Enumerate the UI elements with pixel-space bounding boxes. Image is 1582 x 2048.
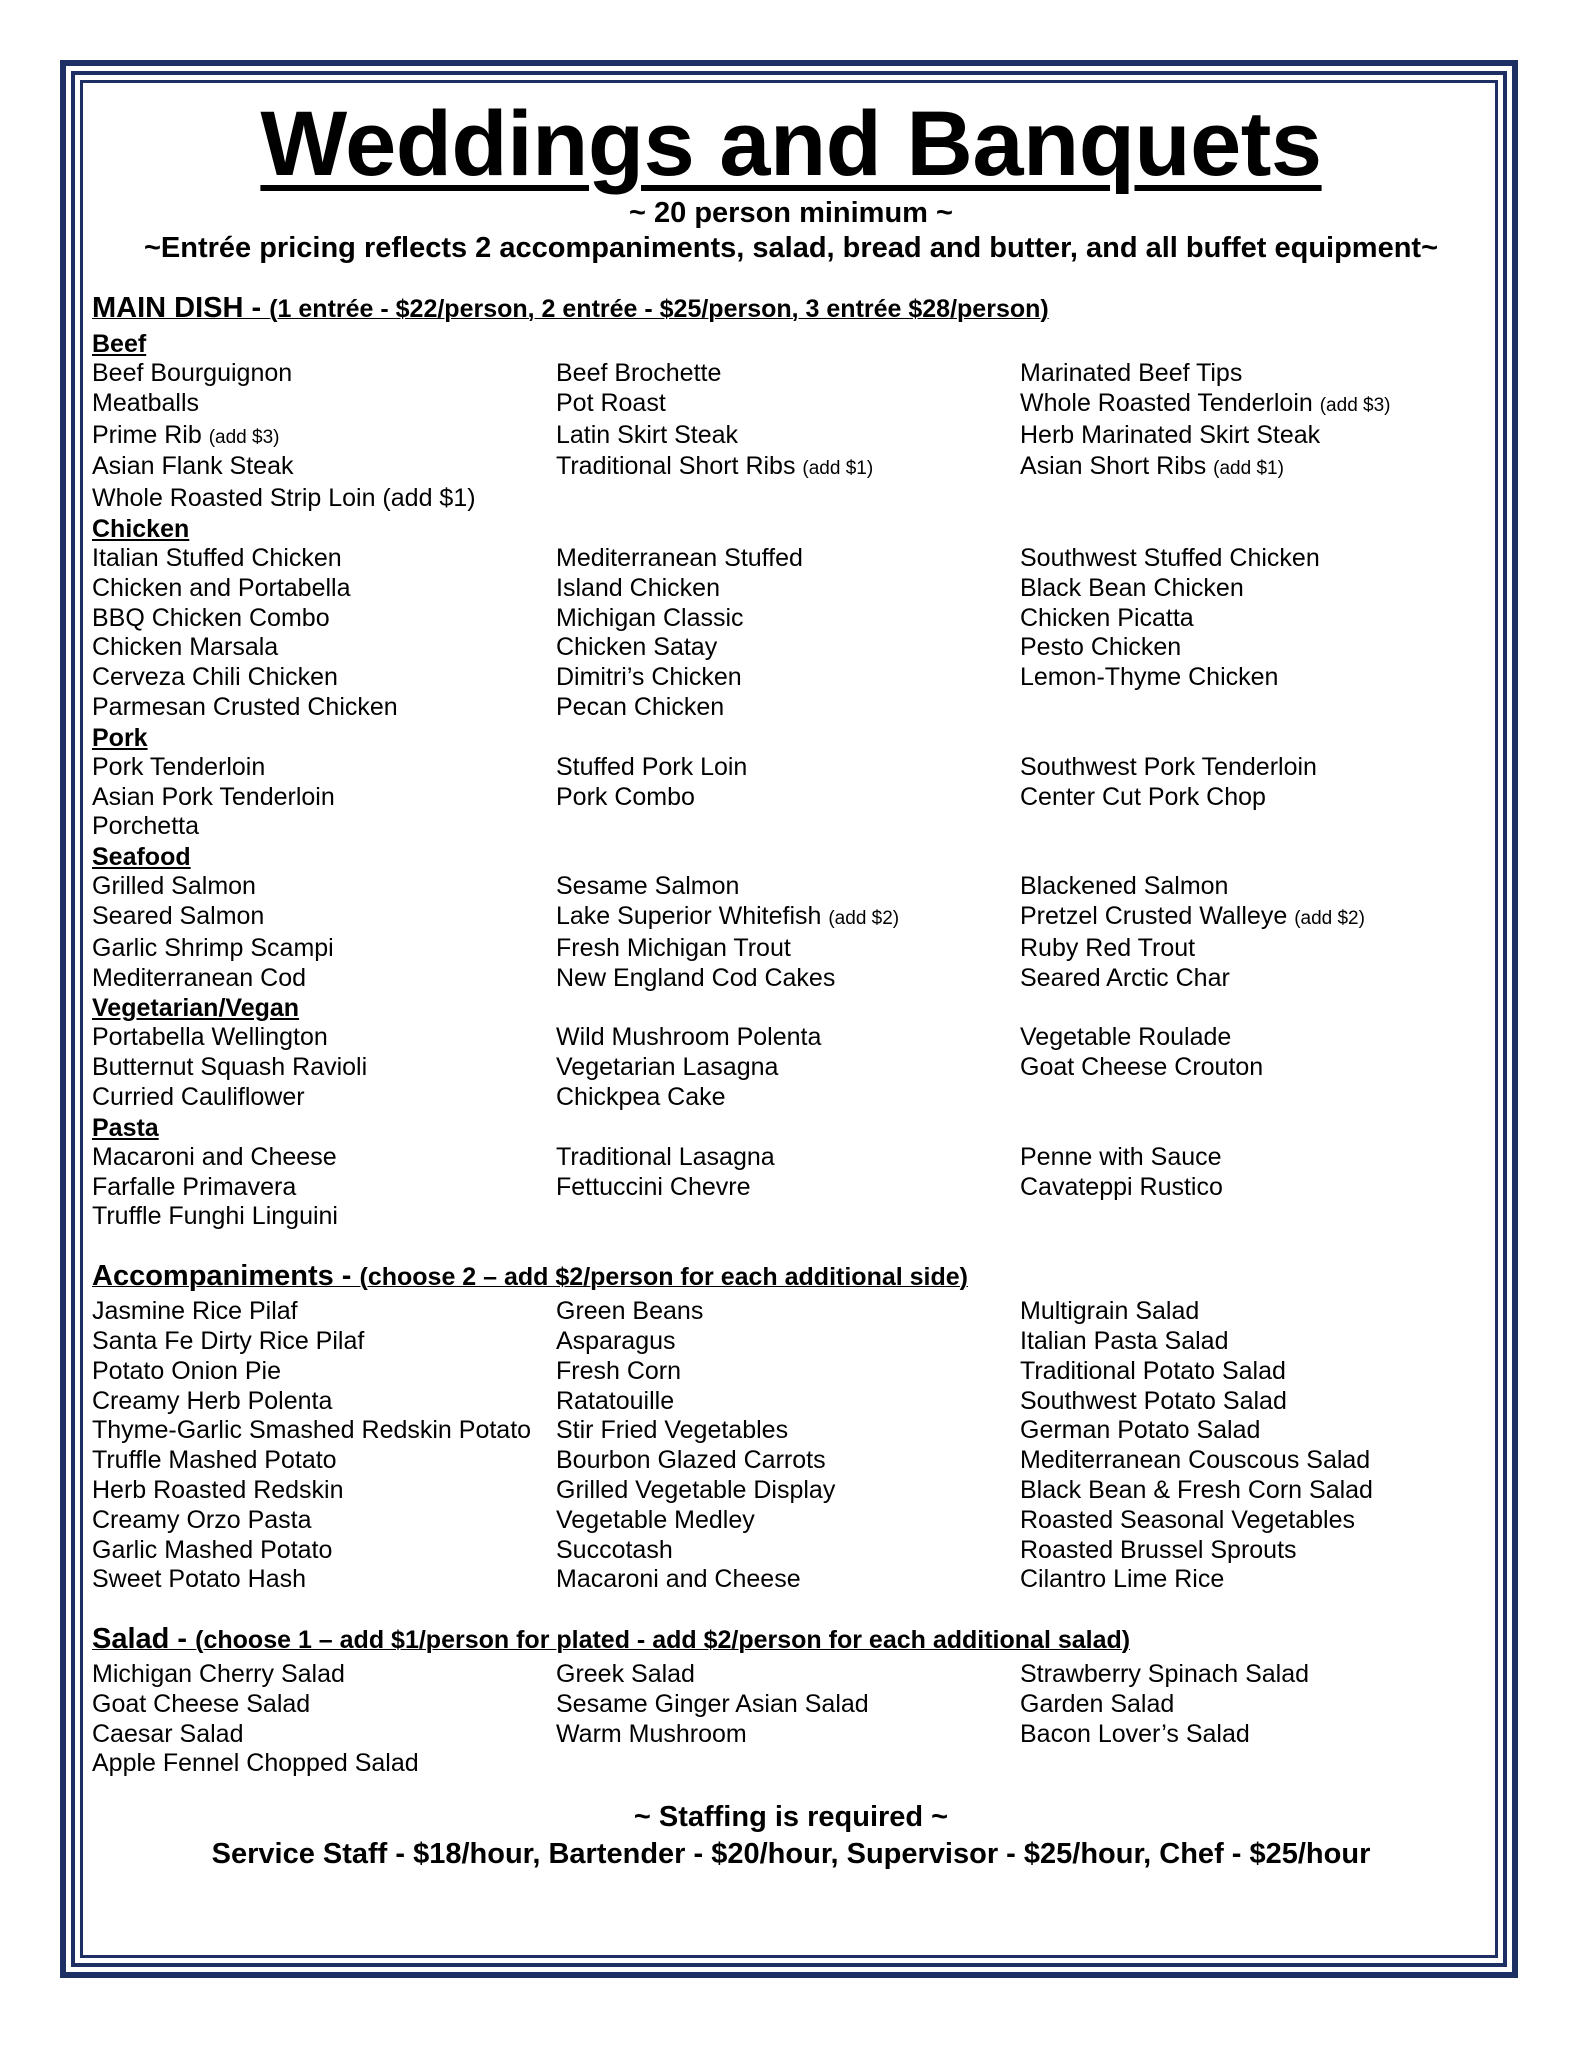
menu-item (556, 1083, 1020, 1113)
menu-item-name: Creamy Herb Polenta (92, 1386, 333, 1415)
menu-item-name: Garlic Mashed Potato (92, 1535, 333, 1564)
menu-item (92, 663, 556, 693)
menu-item-name: Beef Bourguignon (92, 359, 293, 387)
menu-item (92, 1143, 556, 1173)
accompaniments-title: Accompaniments - (92, 1260, 360, 1293)
menu-item (1020, 663, 1490, 693)
menu-item-name: Island Chicken (556, 573, 720, 602)
menu-item-name: Asian Pork Tenderloin (92, 782, 335, 811)
menu-item-name: Butternut Squash Ravioli (92, 1053, 368, 1082)
menu-item (92, 421, 556, 453)
menu-item (556, 544, 1020, 574)
menu-item-name: Michigan Classic (556, 603, 744, 632)
page-title: Weddings and Banquets (260, 93, 1322, 195)
menu-item (1020, 1506, 1490, 1536)
menu-item (556, 1565, 1020, 1595)
accompaniments-heading (92, 1260, 1490, 1297)
menu-item (92, 1536, 556, 1566)
empty-cell (1020, 693, 1490, 723)
menu-item-name: Traditional Lasagna (556, 1142, 775, 1171)
menu-item (1020, 1387, 1490, 1417)
accompaniments-list (92, 1297, 1490, 1595)
menu-item-name: Stuffed Pork Loin (556, 752, 748, 781)
menu-item (1020, 964, 1490, 994)
menu-item (556, 693, 1020, 723)
menu-item (556, 1506, 1020, 1536)
menu-item (556, 1023, 1020, 1053)
menu-item (1020, 1357, 1490, 1387)
menu-item-name: Fresh Michigan Trout (556, 933, 791, 962)
category-items (92, 1143, 1490, 1232)
empty-cell (556, 1202, 1020, 1232)
menu-item-name: Succotash (556, 1535, 673, 1564)
menu-item-name: Asian Short Ribs (1020, 452, 1207, 481)
category-heading-chicken: Chicken (92, 514, 190, 543)
menu-item-name: Whole Roasted Strip Loin (add $1) (92, 484, 476, 513)
menu-item (556, 934, 1020, 964)
empty-cell (1020, 812, 1490, 842)
menu-item-name: Pork Tenderloin (92, 752, 266, 781)
empty-cell (1020, 1749, 1490, 1779)
menu-item (1020, 1173, 1490, 1203)
menu-item-name: Chicken Satay (556, 633, 718, 662)
menu-item (556, 359, 1020, 389)
menu-item-name: Bacon Lover’s Salad (1020, 1719, 1250, 1748)
menu-item (1020, 1327, 1490, 1357)
category-items (92, 359, 1490, 514)
menu-item (92, 783, 556, 813)
menu-item-name: Green Beans (556, 1297, 704, 1326)
menu-item-name: Roasted Seasonal Vegetables (1020, 1505, 1355, 1534)
menu-item (1020, 359, 1490, 389)
menu-item (556, 1143, 1020, 1173)
accompaniments-detail: (choose 2 – add $2/person for each additional side) (359, 1263, 968, 1292)
category-items (92, 872, 1490, 993)
empty-cell (556, 1749, 1020, 1779)
menu-item-name: Cerveza Chili Chicken (92, 663, 338, 692)
menu-item (556, 1536, 1020, 1566)
menu-item (556, 902, 1020, 934)
menu-item-name: Multigrain Salad (1020, 1297, 1200, 1326)
menu-item (1020, 389, 1490, 421)
menu-item-name: Farfalle Primavera (92, 1172, 297, 1201)
menu-item-name: Garlic Shrimp Scampi (92, 933, 334, 962)
main-dish-title: MAIN DISH - (92, 292, 270, 324)
menu-item (92, 544, 556, 574)
menu-item-name: Center Cut Pork Chop (1020, 782, 1266, 811)
menu-item-name: Black Bean & Fresh Corn Salad (1020, 1475, 1373, 1504)
menu-item (92, 1327, 556, 1357)
menu-item-name: Latin Skirt Steak (556, 420, 739, 449)
menu-item (556, 452, 1020, 484)
menu-item (556, 633, 1020, 663)
menu-item-name: Southwest Stuffed Chicken (1020, 543, 1320, 572)
menu-item (1020, 783, 1490, 813)
salad-title: Salad - (92, 1623, 196, 1656)
menu-item-name: Goat Cheese Salad (92, 1689, 311, 1718)
menu-item-name: Whole Roasted Tenderloin (1020, 388, 1313, 417)
menu-item-surcharge: (add $1) (802, 458, 874, 480)
menu-item-name: Thyme-Garlic Smashed Redskin Potato (92, 1416, 532, 1445)
menu-item (1020, 1446, 1490, 1476)
menu-item (92, 872, 556, 902)
menu-item-name: Grilled Vegetable Display (556, 1475, 836, 1504)
menu-item-name: Chicken Picatta (1020, 603, 1194, 632)
menu-item-name: Traditional Short Ribs (556, 452, 796, 481)
staffing-heading: ~ Staffing is required ~ (633, 1801, 949, 1834)
menu-item (556, 604, 1020, 634)
category-heading-pasta: Pasta (92, 1113, 159, 1142)
menu-item (1020, 1416, 1490, 1446)
menu-item (92, 574, 556, 604)
category-heading-beef: Beef (92, 330, 147, 358)
menu-item-name: Roasted Brussel Sprouts (1020, 1535, 1297, 1564)
menu-item-name: Marinated Beef Tips (1020, 359, 1243, 387)
menu-item-surcharge: (add $3) (1319, 394, 1391, 416)
category-items (92, 544, 1490, 723)
menu-item-name: Beef Brochette (556, 359, 722, 387)
main-dish-heading (92, 292, 1490, 329)
menu-item-name: Vegetarian Lasagna (556, 1053, 779, 1082)
menu-item-name: Pork Combo (556, 782, 695, 811)
menu-item (1020, 1476, 1490, 1506)
menu-item-name: Jasmine Rice Pilaf (92, 1297, 298, 1326)
menu-item-name: Pesto Chicken (1020, 633, 1182, 662)
menu-item-name: Macaroni and Cheese (556, 1565, 801, 1594)
menu-item (92, 1476, 556, 1506)
category-heading-pork: Pork (92, 723, 148, 752)
menu-item (92, 1053, 556, 1083)
menu-item-surcharge: (add $1) (1213, 458, 1284, 480)
menu-item-name: Sesame Ginger Asian Salad (556, 1689, 869, 1718)
menu-item (92, 964, 556, 994)
menu-item (556, 1173, 1020, 1203)
salad-heading (92, 1623, 1490, 1660)
menu-item (92, 1387, 556, 1417)
menu-item (92, 1202, 556, 1232)
menu-item (556, 1660, 1020, 1690)
menu-item (92, 1023, 556, 1053)
salad-detail: (choose 1 – add $1/person for plated - add $2/person for each additional salad) (195, 1626, 1131, 1655)
staffing-section (92, 1799, 1490, 1873)
menu-item-name: Asparagus (556, 1326, 676, 1355)
menu-item-name: Mediterranean Cod (92, 963, 307, 992)
menu-item-name: Italian Stuffed Chicken (92, 543, 342, 572)
menu-item-name: Black Bean Chicken (1020, 573, 1244, 602)
menu-item (556, 1476, 1020, 1506)
menu-item-name: Macaroni and Cheese (92, 1142, 337, 1171)
menu-item (1020, 1297, 1490, 1327)
menu-item (556, 1327, 1020, 1357)
menu-item (556, 783, 1020, 813)
menu-item-name: Cilantro Lime Rice (1020, 1565, 1225, 1594)
menu-item (92, 902, 556, 934)
staffing-rates: Service Staff - $18/hour, Bartender - $20/hour, Supervisor - $25/hour, Chef - $25/hour (211, 1838, 1371, 1871)
menu-item-name: Sweet Potato Hash (92, 1565, 307, 1594)
menu-item-name: Vegetable Medley (556, 1505, 755, 1534)
menu-item-name: Mediterranean Stuffed (556, 543, 803, 572)
menu-item (92, 1173, 556, 1203)
menu-item (556, 421, 1020, 453)
menu-item (556, 1387, 1020, 1417)
menu-item-name: Asian Flank Steak (92, 452, 294, 481)
menu-item (556, 1720, 1020, 1750)
menu-item (92, 1720, 556, 1750)
menu-item-name: Mediterranean Couscous Salad (1020, 1446, 1371, 1475)
menu-item-name: Chicken and Portabella (92, 573, 351, 602)
menu-item (92, 1083, 556, 1113)
category-items (92, 1023, 1490, 1112)
menu-item (92, 693, 556, 723)
menu-item (92, 1416, 556, 1446)
menu-item (92, 1690, 556, 1720)
menu-item (92, 1749, 556, 1779)
menu-item-name: Garden Salad (1020, 1689, 1175, 1718)
menu-item-name: Michigan Cherry Salad (92, 1660, 345, 1689)
menu-item-name: Chickpea Cake (556, 1082, 726, 1111)
category-heading-vegetarian-vegan: Vegetarian/Vegan (92, 994, 300, 1023)
menu-item-name: Potato Onion Pie (92, 1356, 282, 1385)
menu-item-surcharge: (add $2) (828, 907, 900, 929)
main-dish-pricing: (1 entrée - $22/person, 2 entrée - $25/person, 3 entrée $28/person) (269, 295, 1049, 323)
menu-item-name: Parmesan Crusted Chicken (92, 692, 398, 721)
menu-item (556, 872, 1020, 902)
menu-item-name: Ratatouille (556, 1386, 675, 1415)
menu-item (1020, 1720, 1490, 1750)
category-heading-seafood: Seafood (92, 843, 191, 872)
menu-item-name: Lemon-Thyme Chicken (1020, 663, 1279, 692)
menu-item (1020, 753, 1490, 783)
menu-item-name: Traditional Potato Salad (1020, 1356, 1286, 1385)
menu-item (1020, 452, 1490, 484)
empty-cell (1020, 484, 1490, 514)
menu-item (556, 389, 1020, 421)
menu-item-name: BBQ Chicken Combo (92, 603, 330, 632)
menu-item (1020, 421, 1490, 453)
menu-item-name: Seared Salmon (92, 901, 265, 930)
menu-item (1020, 1143, 1490, 1173)
menu-item-name: Truffle Funghi Linguini (92, 1202, 338, 1231)
menu-item (1020, 1565, 1490, 1595)
menu-item (1020, 872, 1490, 902)
menu-item-name: German Potato Salad (1020, 1416, 1261, 1445)
menu-item (92, 452, 556, 484)
menu-item-name: Apple Fennel Chopped Salad (92, 1749, 419, 1778)
menu-item (556, 1416, 1020, 1446)
menu-item-surcharge: (add $2) (1294, 907, 1365, 929)
menu-item-name: Chicken Marsala (92, 633, 279, 662)
menu-item-name: Curried Cauliflower (92, 1082, 305, 1111)
menu-item-name: Herb Roasted Redskin (92, 1475, 344, 1504)
menu-item (92, 1297, 556, 1327)
menu-item-name: Goat Cheese Crouton (1020, 1053, 1264, 1082)
menu-item (92, 812, 556, 842)
menu-item-name: Penne with Sauce (1020, 1142, 1222, 1171)
menu-item-name: Seared Arctic Char (1020, 963, 1230, 992)
empty-cell (556, 484, 1020, 514)
menu-item (1020, 633, 1490, 663)
menu-item (1020, 604, 1490, 634)
menu-item-name: Pretzel Crusted Walleye (1020, 901, 1288, 930)
menu-item (92, 934, 556, 964)
menu-item (1020, 1690, 1490, 1720)
menu-item-name: New England Cod Cakes (556, 963, 836, 992)
main-dish-categories (92, 329, 1490, 1232)
menu-item (92, 1357, 556, 1387)
menu-item (1020, 1053, 1490, 1083)
empty-cell (1020, 1202, 1490, 1232)
menu-item-name: Sesame Salmon (556, 872, 740, 901)
menu-item-name: Santa Fe Dirty Rice Pilaf (92, 1326, 365, 1355)
menu-item-name: Bourbon Glazed Carrots (556, 1446, 826, 1475)
menu-item (556, 1446, 1020, 1476)
menu-item (556, 1357, 1020, 1387)
menu-item (556, 663, 1020, 693)
menu-item (1020, 1660, 1490, 1690)
menu-item-name: Meatballs (92, 388, 199, 417)
menu-item (556, 574, 1020, 604)
menu-item-name: Fettuccini Chevre (556, 1172, 751, 1201)
menu-item (556, 1053, 1020, 1083)
menu-item-name: Southwest Pork Tenderloin (1020, 752, 1317, 781)
menu-item-name: Portabella Wellington (92, 1023, 328, 1052)
menu-item-name: Strawberry Spinach Salad (1020, 1660, 1310, 1689)
pricing-note: ~Entrée pricing reflects 2 accompaniments, salad, bread and butter, and all buffet equipment~ (143, 232, 1439, 264)
menu-item-name: Stir Fried Vegetables (556, 1416, 789, 1445)
category-items (92, 753, 1490, 842)
menu-item-name: Fresh Corn (556, 1356, 682, 1385)
menu-item-name: Grilled Salmon (92, 872, 256, 901)
menu-item-name: Creamy Orzo Pasta (92, 1505, 312, 1534)
menu-item (92, 1565, 556, 1595)
menu-item (556, 753, 1020, 783)
menu-item-name: Vegetable Roulade (1020, 1023, 1232, 1052)
menu-item-name: Italian Pasta Salad (1020, 1326, 1229, 1355)
menu-item-name: Blackened Salmon (1020, 872, 1229, 901)
menu-item-surcharge: (add $3) (208, 426, 280, 448)
menu-item-name: Truffle Mashed Potato (92, 1446, 337, 1475)
menu-item-name: Herb Marinated Skirt Steak (1020, 420, 1321, 449)
menu-item (1020, 574, 1490, 604)
menu-item (92, 359, 556, 389)
menu-item-name: Wild Mushroom Polenta (556, 1023, 822, 1052)
menu-item-name: Pot Roast (556, 388, 666, 417)
menu-item (92, 484, 556, 514)
menu-item (556, 964, 1020, 994)
menu-item-name: Pecan Chicken (556, 692, 725, 721)
menu-item-name: Caesar Salad (92, 1719, 244, 1748)
menu-item-name: Porchetta (92, 812, 200, 841)
menu-item (92, 1446, 556, 1476)
empty-cell (556, 812, 1020, 842)
menu-item (92, 1506, 556, 1536)
menu-item (1020, 934, 1490, 964)
menu-item (1020, 1536, 1490, 1566)
menu-item-name: Southwest Potato Salad (1020, 1386, 1287, 1415)
salad-list (92, 1660, 1490, 1779)
menu-item (1020, 902, 1490, 934)
menu-item (1020, 544, 1490, 574)
menu-item-name: Cavateppi Rustico (1020, 1172, 1223, 1201)
menu-item (92, 753, 556, 783)
menu-content (92, 92, 1490, 1873)
menu-item (92, 1660, 556, 1690)
menu-item (92, 389, 556, 421)
minimum-note: ~ 20 person minimum ~ (629, 197, 953, 229)
menu-item-name: Prime Rib (92, 420, 202, 449)
menu-item-name: Greek Salad (556, 1660, 695, 1689)
menu-item-name: Dimitri’s Chicken (556, 663, 742, 692)
menu-item-name: Ruby Red Trout (1020, 933, 1196, 962)
menu-item (556, 1297, 1020, 1327)
menu-item (92, 604, 556, 634)
menu-item (556, 1690, 1020, 1720)
empty-cell (1020, 1083, 1490, 1113)
menu-item-name: Warm Mushroom (556, 1719, 747, 1748)
menu-item (1020, 1023, 1490, 1053)
menu-item (92, 633, 556, 663)
menu-item-name: Lake Superior Whitefish (556, 901, 822, 930)
